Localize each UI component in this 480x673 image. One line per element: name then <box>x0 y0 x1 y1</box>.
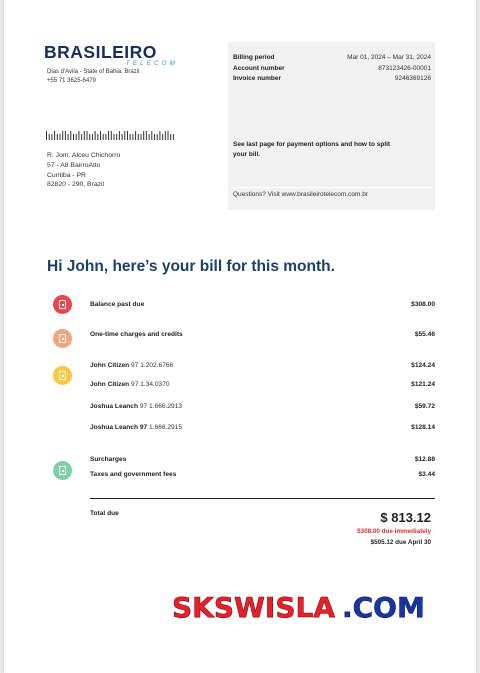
barcode-bar <box>89 134 90 140</box>
barcode-bar <box>157 134 158 140</box>
invoice-number-label: Invoice number <box>233 75 282 82</box>
taxes-amount: $3.44 <box>418 471 435 478</box>
line4-amount: $128.14 <box>411 424 435 431</box>
taxes-icon <box>53 461 72 480</box>
barcode-bar <box>127 131 128 140</box>
barcode-bar <box>60 134 61 140</box>
mailing-barcode <box>46 131 176 140</box>
taxes-label: Taxes and government fees <box>90 471 177 478</box>
line2-phone: 97 1.34.0370 <box>131 381 170 388</box>
onetime-label: One-time charges and credits <box>90 331 183 338</box>
due-later-text: $505.12 due April 30 <box>370 539 431 546</box>
barcode-bar <box>168 131 169 140</box>
barcode-bar <box>78 131 79 140</box>
barcode-bar <box>165 131 166 140</box>
line-item-phone-1 <box>90 362 435 372</box>
surcharges-label: Surcharges <box>90 456 127 463</box>
barcode-bar <box>159 131 160 140</box>
billing-period-value: Mar 01, 2024 – Mar 31, 2024 <box>347 54 431 61</box>
balance-label: Balance past due <box>90 301 145 308</box>
watermark-text-blue: .COM <box>342 591 425 624</box>
bill-page <box>4 0 476 673</box>
barcode-bar <box>141 134 142 140</box>
line2-name: John Citizen <box>90 381 130 388</box>
barcode-bar <box>116 134 117 140</box>
barcode-bar <box>95 131 96 140</box>
barcode-bar <box>84 131 85 140</box>
barcode-bar <box>54 131 55 140</box>
barcode-bar <box>70 131 71 140</box>
recipient-street: 57 - A8 BairroAlto <box>47 161 101 169</box>
barcode-bar <box>100 131 101 140</box>
barcode-bar <box>68 134 69 140</box>
line1-amount: $124.24 <box>411 362 435 369</box>
barcode-bar <box>124 131 125 140</box>
line3-amount: $59.72 <box>414 403 435 410</box>
account-number-row <box>233 65 431 75</box>
recipient-postal: 82820 - 290, Brazil <box>47 181 105 189</box>
billing-info-box <box>228 42 435 210</box>
line-item-phone-2 <box>90 381 435 391</box>
barcode-bar <box>130 134 131 140</box>
barcode-bar <box>51 134 52 140</box>
due-immediately-text: $308.00 due immediately <box>357 528 431 535</box>
barcode-bar <box>132 134 133 140</box>
company-phone: +55 71 3625-6479 <box>47 77 96 84</box>
barcode-bar <box>108 131 109 140</box>
company-logo <box>44 44 184 68</box>
line1-phone: 97 1.202.6766 <box>131 362 174 369</box>
barcode-bar <box>73 134 74 140</box>
logo-wordmark: BRASILEIRO <box>44 42 157 62</box>
barcode-bar <box>105 134 106 140</box>
recipient-city: Curitiba - PR <box>47 171 86 179</box>
billing-period-label: Billing period <box>233 54 275 61</box>
watermark-text-red: SKSWISLA <box>172 591 336 624</box>
onetime-amount: $55.46 <box>414 331 435 338</box>
line-item-surcharges <box>90 456 435 466</box>
line2-amount: $121.24 <box>411 381 435 388</box>
invoice-number-row <box>233 75 431 85</box>
line-item-phone-4 <box>90 424 435 434</box>
total-due-amount: $ 813.12 <box>380 510 431 525</box>
barcode-bar <box>154 134 155 140</box>
barcode-bar <box>92 134 93 140</box>
logo-subtitle: TELECOM <box>125 61 178 67</box>
line-item-taxes <box>90 471 435 481</box>
barcode-bar <box>87 131 88 140</box>
barcode-bar <box>122 134 123 140</box>
barcode-bar <box>76 134 77 140</box>
payment-options-note: See last page for payment options and how to split your bill. <box>233 141 391 158</box>
watermark-logo <box>172 586 434 626</box>
account-number-value: 873123426-00001 <box>378 65 431 72</box>
info-divider <box>231 187 432 188</box>
onetime-charges-icon <box>53 329 72 348</box>
line1-name: John Citizen <box>90 362 130 369</box>
barcode-bar <box>57 134 58 140</box>
recipient-name: R. Jom. Alceu Chichorro <box>47 152 121 159</box>
total-due-label: Total due <box>90 510 119 517</box>
bill-greeting: Hi John, here’s your bill for this month. <box>47 258 335 275</box>
barcode-bar <box>81 134 82 140</box>
barcode-bar <box>170 134 171 140</box>
line-item-balance <box>90 301 435 311</box>
barcode-bar <box>103 134 104 140</box>
barcode-bar <box>97 134 98 140</box>
line3-phone: 97 1.666.2913 <box>139 403 183 410</box>
barcode-bar <box>46 131 47 140</box>
barcode-bar <box>114 134 115 140</box>
balance-icon <box>53 295 72 314</box>
recipient-address <box>47 151 120 190</box>
barcode-bar <box>173 134 174 140</box>
phone-lines-icon <box>53 366 72 385</box>
balance-amount: $308.00 <box>411 301 435 308</box>
line-item-phone-3 <box>90 403 435 413</box>
barcode-bar <box>143 131 144 140</box>
line-item-onetime <box>90 331 435 341</box>
line3-name: Joshua Leanch <box>90 403 139 410</box>
billing-period-row <box>233 54 431 64</box>
company-address <box>47 68 139 85</box>
surcharges-amount: $12.88 <box>414 456 435 463</box>
questions-link-text[interactable]: Questions? Visit www.brasileirotelecom.com.br <box>233 191 368 198</box>
barcode-bar <box>138 134 139 140</box>
barcode-bar <box>65 131 66 140</box>
barcode-bar <box>49 134 50 140</box>
barcode-bar <box>62 131 63 140</box>
barcode-bar <box>146 131 147 140</box>
barcode-bar <box>119 131 120 140</box>
invoice-number-value: 9246369126 <box>394 75 431 82</box>
barcode-bar <box>149 134 150 140</box>
barcode-bar <box>111 131 112 140</box>
barcode-bar <box>162 134 163 140</box>
barcode-bar <box>151 131 152 140</box>
line4-name: Joshua Leanch 97 <box>90 424 148 431</box>
barcode-bar <box>135 131 136 140</box>
account-number-label: Account number <box>233 65 285 72</box>
total-divider <box>90 498 435 499</box>
line4-phone: 1.666.2915 <box>149 424 183 431</box>
company-address-line: Dias d'Avila - State of Bahia, Brazil <box>47 69 140 75</box>
